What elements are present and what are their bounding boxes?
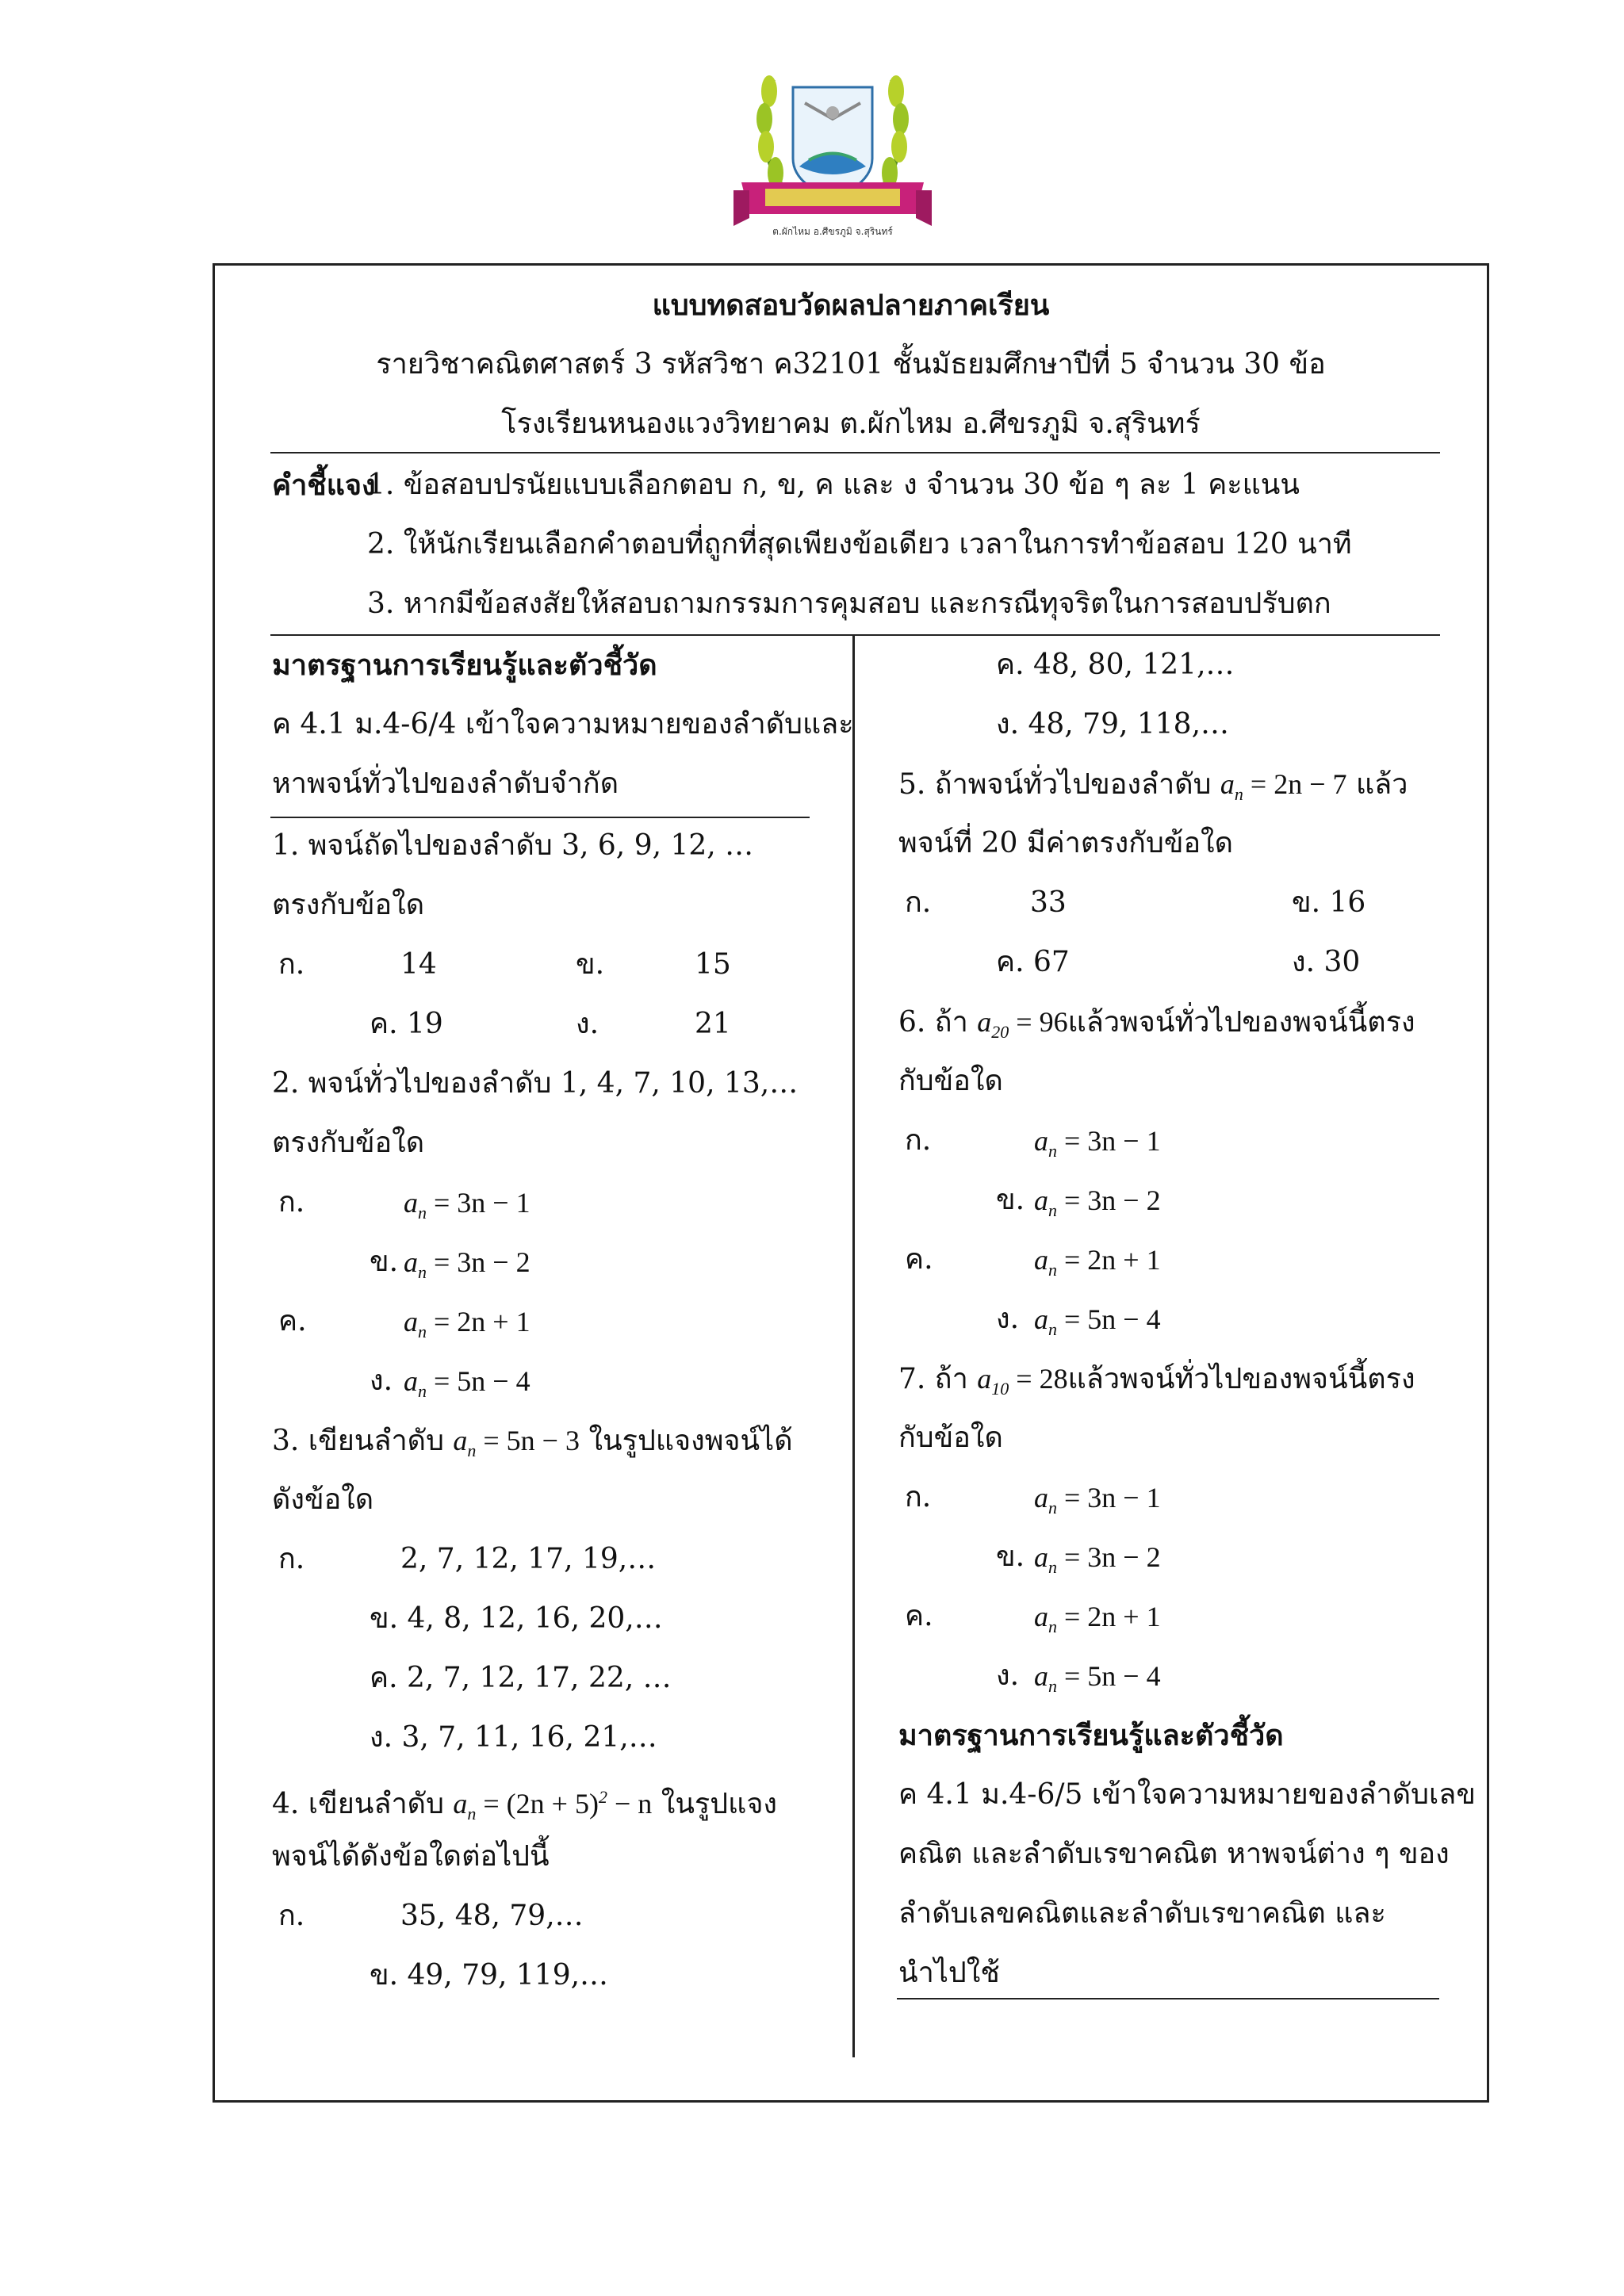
q5-choice-d: ง. 30 [1292,946,1361,978]
q2-choice-b: $a_n = 3n - 2$ [404,1246,530,1283]
column-divider [852,634,855,2057]
left-standard-title: มาตรฐานการเรียนรู้และตัวชี้วัด [272,649,657,682]
q4-choice-a-label: ก. [278,1900,305,1932]
right-standard-line-3: ลำดับเลขคณิตและลำดับเรขาคณิต และ [898,1897,1386,1930]
q2-choice-d: $a_n = 5n - 4$ [404,1365,530,1402]
q5-text-2: พจน์ที่ 20 มีค่าตรงกับข้อใด [898,827,1234,859]
q1-text: 1. พจน์ถัดไปของลำดับ 3, 6, 9, 12, … [272,829,754,862]
q6-choice-a: $a_n = 3n - 1$ [1034,1125,1161,1161]
q2-choice-c-label: ค. [278,1305,307,1337]
q2-text-2: ตรงกับข้อใด [272,1127,425,1159]
left-standard-line-2: หาพจน์ทั่วไปของลำดับจำกัด [272,767,619,800]
q4-text: 4. เขียนลำดับ $a_n = (2n + 5)^2 - n$ ในรูปแจง [272,1787,777,1824]
q2-choice-c: $a_n = 2n + 1$ [404,1306,530,1342]
q7-text-2: กับข้อใด [898,1422,1003,1454]
q2-text: 2. พจน์ทั่วไปของลำดับ 1, 4, 7, 10, 13,… [272,1067,799,1100]
q2-choice-a-label: ก. [278,1186,305,1219]
q3-choice-d: ง. 3, 7, 11, 16, 21,… [370,1721,657,1754]
q1-text-2: ตรงกับข้อใด [272,889,425,921]
q7-choice-c: $a_n = 2n + 1$ [1034,1601,1161,1637]
q7-choice-a: $a_n = 3n - 1$ [1034,1482,1161,1518]
q4-text-2: พจน์ได้ดังข้อใดต่อไปนี้ [272,1840,550,1873]
q7-choice-b: $a_n = 3n - 2$ [1034,1541,1161,1578]
q3-choice-b: ข. 4, 8, 12, 16, 20,… [370,1602,663,1635]
q7-choice-d: $a_n = 5n - 4$ [1034,1660,1161,1697]
wheat-wreath-right [880,75,909,190]
header-divider [270,452,1440,453]
q7-text: 7. ถ้า $a_{10} = 28$แล้วพจน์ทั่วไปของพจน์นี้ตรง [898,1363,1415,1399]
q4-choice-c: ค. 48, 80, 121,… [996,649,1235,681]
q5-text: 5. ถ้าพจน์ทั่วไปของลำดับ $a_n = 2n - 7$ แล้ว [898,768,1408,805]
exam-frame [213,263,1489,2103]
q2-choice-b-label: ข. [370,1246,399,1278]
q6-text-2: กับข้อใด [898,1065,1003,1097]
q2-choice-d-label: ง. [370,1364,393,1397]
right-standard-line-2: คณิต และลำดับเรขาคณิต หาพจน์ต่าง ๆ ของ [898,1838,1450,1870]
q6-choice-a-label: ก. [905,1124,932,1157]
q6-choice-c: $a_n = 2n + 1$ [1034,1244,1161,1280]
emblem-shield [793,87,872,198]
logo-address: ต.ผักไหม อ.ศีขรภูมิ จ.สุรินทร์ [772,226,893,237]
instruction-2: 2. ให้นักเรียนเลือกคำตอบที่ถูกที่สุดเพียงข้อเดียว เวลาในการทำข้อสอบ 120 นาที [367,528,1352,561]
q1-choice-a-label: ก. [278,948,305,981]
q1-choice-c: ค. 19 [370,1008,443,1040]
q6-text: 6. ถ้า $a_{20} = 96$แล้วพจน์ทั่วไปของพจน์นี้ตรง [898,1006,1415,1043]
q6-choice-d-label: ง. [996,1303,1020,1335]
q4-choice-a: 35, 48, 79,… [400,1900,584,1932]
q7-choice-b-label: ข. [996,1540,1025,1573]
q3-text-2: ดังข้อใด [272,1483,374,1516]
school-line: โรงเรียนหนองแวงวิทยาคม ต.ผักไหม อ.ศีขรภูมิ จ.สุรินทร์ [501,408,1201,440]
left-standard-divider [270,817,810,818]
q3-text: 3. เขียนลำดับ $a_n = 5n - 3$ ในรูปแจงพจน์ได้ [272,1425,793,1461]
instructions-divider [270,634,1440,636]
q4-choice-d: ง. 48, 79, 118,… [996,708,1230,740]
subject-line: รายวิชาคณิตศาสตร์ 3 รหัสวิชา ค32101 ชั้นมัธยมศึกษาปีที่ 5 จำนวน 30 ข้อ [376,348,1326,381]
q1-choice-b: 15 [695,948,731,981]
q5-choice-b: ข. 16 [1292,886,1366,919]
instruction-3: 3. หากมีข้อสงสัยให้สอบถามกรรมการคุมสอบ และกรณีทุจริตในการสอบปรับตก [367,587,1331,620]
right-standard-title: มาตรฐานการเรียนรู้และตัวชี้วัด [898,1719,1284,1752]
q6-choice-c-label: ค. [905,1243,933,1276]
q5-choice-c: ค. 67 [996,946,1070,978]
school-logo [730,55,936,246]
right-standard-line-1: ค 4.1 ม.4-6/5 เข้าใจความหมายของลำดับเลข [898,1778,1476,1811]
q2-choice-a: $a_n = 3n - 1$ [404,1187,530,1223]
q7-choice-d-label: ง. [996,1659,1020,1692]
q7-choice-a-label: ก. [905,1481,932,1513]
instructions-label: คำชี้แจง [272,469,376,502]
right-standard-divider [897,1998,1439,1999]
wheat-wreath-left [756,75,785,190]
school-ribbon [733,182,932,226]
q4-choice-b: ข. 49, 79, 119,… [370,1959,609,1992]
q1-choice-d: 21 [695,1008,731,1040]
q3-choice-c: ค. 2, 7, 12, 17, 22, … [370,1662,672,1694]
q3-choice-a-label: ก. [278,1543,305,1575]
exam-title: แบบทดสอบวัดผลปลายภาคเรียน [652,289,1050,322]
q3-choice-a: 2, 7, 12, 17, 19,… [400,1543,657,1575]
q6-choice-d: $a_n = 5n - 4$ [1034,1303,1161,1340]
q1-choice-a: 14 [400,948,437,981]
q1-choice-b-label: ข. [576,948,605,981]
q6-choice-b-label: ข. [996,1184,1025,1216]
q1-choice-d-label: ง. [576,1008,599,1040]
q7-choice-c-label: ค. [905,1600,933,1632]
left-standard-line-1: ค 4.1 ม.4-6/4 เข้าใจความหมายของลำดับและ [272,708,854,740]
instruction-1: 1. ข้อสอบปรนัยแบบเลือกตอบ ก, ข, ค และ ง จำนวน 30 ข้อ ๆ ละ 1 คะแนน [367,469,1300,501]
q5-choice-a: 33 [1030,886,1067,919]
q6-choice-b: $a_n = 3n - 2$ [1034,1184,1161,1221]
q5-choice-a-label: ก. [905,886,932,919]
right-standard-line-4: นำไปใช้ [898,1957,1000,1989]
